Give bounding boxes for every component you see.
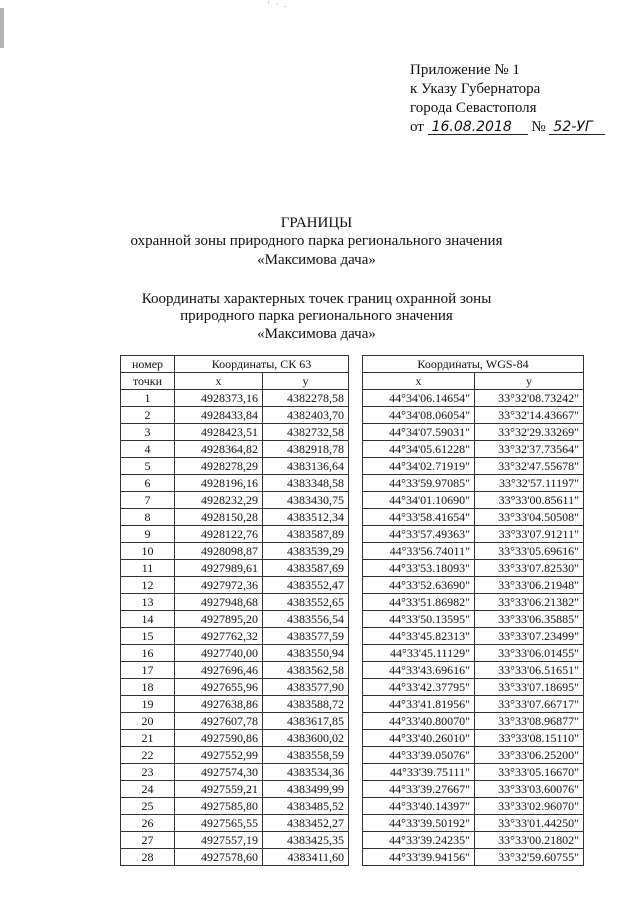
wgs84-x-cell: 44°34'01.10690": [363, 492, 475, 509]
table-row: [121, 390, 584, 407]
gap: [349, 730, 363, 747]
point-number-cell: 28: [121, 849, 175, 866]
wgs84-x-cell: 44°33'39.24235": [363, 832, 475, 849]
wgs84-y-cell: 33°33'05.69616": [475, 543, 584, 560]
header-gap: [349, 373, 363, 390]
sk63-x-cell: 4927578,60: [175, 849, 263, 866]
gap: [349, 509, 363, 526]
handwritten-date: 16.08.2018: [428, 120, 528, 135]
table-caption-line-2: природного парка регионального значения: [180, 308, 453, 324]
scan-edge-shadow: [0, 8, 4, 48]
annex-line-2: к Указу Губернатора: [410, 81, 541, 97]
sk63-y-cell: 4383499,99: [263, 781, 349, 798]
table-row: [121, 594, 584, 611]
gap: [349, 577, 363, 594]
sk63-x-cell: 4927972,36: [175, 577, 263, 594]
table-row: [121, 475, 584, 492]
sk63-x-cell: 4927638,86: [175, 696, 263, 713]
sk63-x-cell: 4928423,51: [175, 424, 263, 441]
document-title-line-3: «Максимова дача»: [257, 252, 376, 268]
sk63-y-cell: 4383136,64: [263, 458, 349, 475]
sk63-x-cell: 4927762,32: [175, 628, 263, 645]
sk63-x-cell: 4927565,55: [175, 815, 263, 832]
wgs84-x-cell: 44°33'56.74011": [363, 543, 475, 560]
gap: [349, 747, 363, 764]
point-number-cell: 16: [121, 645, 175, 662]
sk63-y-cell: 4383558,59: [263, 747, 349, 764]
wgs84-x-cell: 44°34'07.59031": [363, 424, 475, 441]
header-wgs84-group: Координаты, WGS-84: [363, 356, 584, 373]
gap: [349, 407, 363, 424]
table-row: [121, 407, 584, 424]
sk63-y-cell: 4383577,59: [263, 628, 349, 645]
gap: [349, 594, 363, 611]
table-row: [121, 611, 584, 628]
sk63-y-cell: 4383539,29: [263, 543, 349, 560]
gap: [349, 781, 363, 798]
table-subheader-row: [121, 373, 584, 390]
point-number-cell: 24: [121, 781, 175, 798]
point-number-cell: 22: [121, 747, 175, 764]
sk63-x-cell: 4927552,99: [175, 747, 263, 764]
table-row: [121, 509, 584, 526]
gap: [349, 815, 363, 832]
wgs84-x-cell: 44°34'08.06054": [363, 407, 475, 424]
table-row: [121, 492, 584, 509]
point-number-cell: 18: [121, 679, 175, 696]
table-row: [121, 832, 584, 849]
point-number-cell: 17: [121, 662, 175, 679]
sk63-x-cell: 4928373,16: [175, 390, 263, 407]
table-row: [121, 526, 584, 543]
gap: [349, 713, 363, 730]
gap: [349, 441, 363, 458]
table-row: [121, 747, 584, 764]
sk63-y-cell: 4383550,94: [263, 645, 349, 662]
point-number-cell: 15: [121, 628, 175, 645]
sk63-y-cell: 4383556,54: [263, 611, 349, 628]
annex-line-3: города Севастополя: [410, 100, 537, 116]
table-caption-line-3: «Максимова дача»: [257, 326, 376, 342]
point-number-cell: 8: [121, 509, 175, 526]
gap: [349, 849, 363, 866]
wgs84-y-cell: 33°32'29.33269": [475, 424, 584, 441]
wgs84-y-cell: 33°33'04.50508": [475, 509, 584, 526]
sk63-y-cell: 4383617,85: [263, 713, 349, 730]
point-number-cell: 21: [121, 730, 175, 747]
point-number-cell: 10: [121, 543, 175, 560]
wgs84-y-cell: 33°33'05.16670": [475, 764, 584, 781]
wgs84-y-cell: 33°33'06.25200": [475, 747, 584, 764]
header-wgs84-x: x: [363, 373, 475, 390]
wgs84-x-cell: 44°33'51.86982": [363, 594, 475, 611]
gap: [349, 611, 363, 628]
sk63-x-cell: 4928364,82: [175, 441, 263, 458]
sk63-x-cell: 4928122,76: [175, 526, 263, 543]
wgs84-x-cell: 44°33'41.81956": [363, 696, 475, 713]
wgs84-x-cell: 44°34'02.71919": [363, 458, 475, 475]
wgs84-y-cell: 33°33'01.44250": [475, 815, 584, 832]
wgs84-y-cell: 33°33'08.96877": [475, 713, 584, 730]
sk63-x-cell: 4927655,96: [175, 679, 263, 696]
point-number-cell: 2: [121, 407, 175, 424]
point-number-cell: 9: [121, 526, 175, 543]
sk63-y-cell: 4383348,58: [263, 475, 349, 492]
table-row: [121, 696, 584, 713]
number-label: №: [531, 119, 546, 135]
gap: [349, 458, 363, 475]
wgs84-x-cell: 44°33'39.05076": [363, 747, 475, 764]
wgs84-y-cell: 33°33'07.91211": [475, 526, 584, 543]
header-gap: [349, 356, 363, 373]
annex-header: [410, 61, 605, 137]
point-number-cell: 19: [121, 696, 175, 713]
wgs84-x-cell: 44°33'42.37795": [363, 679, 475, 696]
gap: [349, 645, 363, 662]
wgs84-y-cell: 33°33'03.60076": [475, 781, 584, 798]
wgs84-y-cell: 33°33'06.35885": [475, 611, 584, 628]
sk63-y-cell: 4383577,90: [263, 679, 349, 696]
point-number-cell: 20: [121, 713, 175, 730]
sk63-x-cell: 4927948,68: [175, 594, 263, 611]
sk63-x-cell: 4927574,30: [175, 764, 263, 781]
point-number-cell: 5: [121, 458, 175, 475]
wgs84-x-cell: 44°33'39.50192": [363, 815, 475, 832]
point-number-cell: 26: [121, 815, 175, 832]
table-row: [121, 662, 584, 679]
gap: [349, 492, 363, 509]
gap: [349, 832, 363, 849]
table-caption-line-1: Координаты характерных точек границ охранной зоны: [141, 291, 492, 307]
gap: [349, 543, 363, 560]
wgs84-x-cell: 44°33'52.63690": [363, 577, 475, 594]
table-row: [121, 849, 584, 866]
point-number-cell: 27: [121, 832, 175, 849]
sk63-y-cell: 4382732,58: [263, 424, 349, 441]
table-body: [121, 390, 584, 866]
table-row: [121, 781, 584, 798]
wgs84-y-cell: 33°32'47.55678": [475, 458, 584, 475]
wgs84-x-cell: 44°33'50.13595": [363, 611, 475, 628]
header-sk63-x: x: [175, 373, 263, 390]
wgs84-x-cell: 44°34'06.14654": [363, 390, 475, 407]
header-sk63-y: y: [263, 373, 349, 390]
gap: [349, 475, 363, 492]
wgs84-y-cell: 33°33'06.21948": [475, 577, 584, 594]
sk63-x-cell: 4927559,21: [175, 781, 263, 798]
sk63-x-cell: 4927607,78: [175, 713, 263, 730]
table-row: [121, 543, 584, 560]
gap: [349, 526, 363, 543]
gap: [349, 679, 363, 696]
point-number-cell: 25: [121, 798, 175, 815]
scan-marks: ' · .: [268, 0, 289, 9]
sk63-y-cell: 4383562,58: [263, 662, 349, 679]
wgs84-y-cell: 33°33'07.23499": [475, 628, 584, 645]
wgs84-x-cell: 44°34'05.61228": [363, 441, 475, 458]
table-row: [121, 441, 584, 458]
wgs84-x-cell: 44°33'39.94156": [363, 849, 475, 866]
sk63-y-cell: 4383587,69: [263, 560, 349, 577]
table-row: [121, 560, 584, 577]
table-row: [121, 815, 584, 832]
wgs84-y-cell: 33°33'06.01455": [475, 645, 584, 662]
sk63-x-cell: 4928433,84: [175, 407, 263, 424]
point-number-cell: 13: [121, 594, 175, 611]
sk63-y-cell: 4383552,65: [263, 594, 349, 611]
document-title-line-2: охранной зоны природного парка регионального значения: [130, 233, 503, 249]
wgs84-y-cell: 33°33'08.15110": [475, 730, 584, 747]
handwritten-number: 52-УГ: [549, 120, 605, 135]
sk63-x-cell: 4927557,19: [175, 832, 263, 849]
wgs84-x-cell: 44°33'43.69616": [363, 662, 475, 679]
gap: [349, 390, 363, 407]
wgs84-x-cell: 44°33'40.80070": [363, 713, 475, 730]
wgs84-x-cell: 44°33'40.14397": [363, 798, 475, 815]
table-row: [121, 679, 584, 696]
sk63-y-cell: 4383512,34: [263, 509, 349, 526]
sk63-x-cell: 4927696,46: [175, 662, 263, 679]
point-number-cell: 4: [121, 441, 175, 458]
wgs84-y-cell: 33°32'57.11197": [475, 475, 584, 492]
wgs84-x-cell: 44°33'58.41654": [363, 509, 475, 526]
wgs84-y-cell: 33°33'00.85611": [475, 492, 584, 509]
table-row: [121, 424, 584, 441]
table-row: [121, 645, 584, 662]
sk63-y-cell: 4383425,35: [263, 832, 349, 849]
from-label: от: [410, 119, 424, 135]
sk63-x-cell: 4928196,16: [175, 475, 263, 492]
wgs84-y-cell: 33°33'07.82530": [475, 560, 584, 577]
sk63-y-cell: 4383587,89: [263, 526, 349, 543]
sk63-y-cell: 4383588,72: [263, 696, 349, 713]
sk63-y-cell: 4383452,27: [263, 815, 349, 832]
table-row: [121, 798, 584, 815]
sk63-y-cell: 4383552,47: [263, 577, 349, 594]
point-number-cell: 12: [121, 577, 175, 594]
header-wgs84-y: y: [475, 373, 584, 390]
gap: [349, 662, 363, 679]
wgs84-y-cell: 33°33'02.96070": [475, 798, 584, 815]
gap: [349, 764, 363, 781]
wgs84-x-cell: 44°33'53.18093": [363, 560, 475, 577]
table-row: [121, 458, 584, 475]
header-sk63-group: Координаты, СК 63: [175, 356, 349, 373]
table-header-row: [121, 356, 584, 373]
table-row: [121, 628, 584, 645]
point-number-cell: 3: [121, 424, 175, 441]
point-number-cell: 11: [121, 560, 175, 577]
sk63-y-cell: 4383411,60: [263, 849, 349, 866]
wgs84-y-cell: 33°32'37.73564": [475, 441, 584, 458]
sk63-x-cell: 4928098,87: [175, 543, 263, 560]
annex-line-4: [410, 118, 605, 137]
wgs84-x-cell: 44°33'39.27667": [363, 781, 475, 798]
gap: [349, 798, 363, 815]
gap: [349, 628, 363, 645]
sk63-y-cell: 4383430,75: [263, 492, 349, 509]
gap: [349, 696, 363, 713]
header-point-number-line-2: точки: [121, 373, 175, 390]
coordinates-table: [120, 355, 584, 866]
wgs84-y-cell: 33°33'07.18695": [475, 679, 584, 696]
table-row: [121, 764, 584, 781]
sk63-y-cell: 4382918,78: [263, 441, 349, 458]
sk63-y-cell: 4382403,70: [263, 407, 349, 424]
table-row: [121, 730, 584, 747]
point-number-cell: 6: [121, 475, 175, 492]
sk63-x-cell: 4927740,00: [175, 645, 263, 662]
point-number-cell: 23: [121, 764, 175, 781]
point-number-cell: 14: [121, 611, 175, 628]
sk63-x-cell: 4927585,80: [175, 798, 263, 815]
wgs84-y-cell: 33°33'00.21802": [475, 832, 584, 849]
sk63-x-cell: 4928150,28: [175, 509, 263, 526]
sk63-x-cell: 4927590,86: [175, 730, 263, 747]
sk63-y-cell: 4382278,58: [263, 390, 349, 407]
wgs84-x-cell: 44°33'57.49363": [363, 526, 475, 543]
wgs84-y-cell: 33°32'14.43667": [475, 407, 584, 424]
point-number-cell: 7: [121, 492, 175, 509]
wgs84-y-cell: 33°33'06.51651": [475, 662, 584, 679]
annex-line-1: Приложение № 1: [410, 62, 520, 78]
wgs84-x-cell: 44°33'59.97085": [363, 475, 475, 492]
sk63-x-cell: 4928278,29: [175, 458, 263, 475]
wgs84-x-cell: 44°33'39.75111": [363, 764, 475, 781]
wgs84-x-cell: 44°33'45.11129": [363, 645, 475, 662]
gap: [349, 560, 363, 577]
gap: [349, 424, 363, 441]
point-number-cell: 1: [121, 390, 175, 407]
document-title: ГРАНИЦЫ: [280, 215, 353, 231]
wgs84-y-cell: 33°32'08.73242": [475, 390, 584, 407]
wgs84-y-cell: 33°32'59.60755": [475, 849, 584, 866]
sk63-x-cell: 4927895,20: [175, 611, 263, 628]
sk63-x-cell: 4927989,61: [175, 560, 263, 577]
table-row: [121, 713, 584, 730]
header-point-number: номер: [121, 356, 175, 373]
wgs84-x-cell: 44°33'45.82313": [363, 628, 475, 645]
wgs84-y-cell: 33°33'06.21382": [475, 594, 584, 611]
sk63-y-cell: 4383485,52: [263, 798, 349, 815]
sk63-x-cell: 4928232,29: [175, 492, 263, 509]
table-row: [121, 577, 584, 594]
wgs84-y-cell: 33°33'07.66717": [475, 696, 584, 713]
wgs84-x-cell: 44°33'40.26010": [363, 730, 475, 747]
sk63-y-cell: 4383600,02: [263, 730, 349, 747]
sk63-y-cell: 4383534,36: [263, 764, 349, 781]
